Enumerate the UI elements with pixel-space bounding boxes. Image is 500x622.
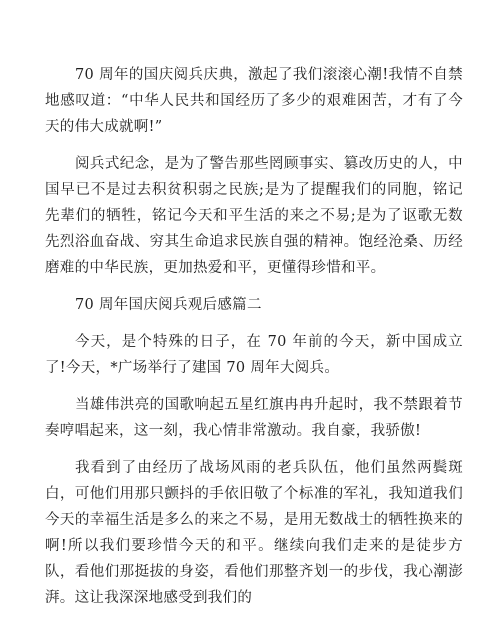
paragraph-1: 70 周年的国庆阅兵庆典，激起了我们滚滚心潮!我情不自禁地感叹道：“中华人民共和国经历了多少的艰难困苦，才有了今天的伟大成就啊!” [45, 67, 463, 135]
section-heading: 70 周年国庆阅兵观后感篇二 [75, 297, 262, 313]
paragraph-5: 我看到了由经历了战场风雨的老兵队伍，他们虽然两鬓斑白，可他们用那只颤抖的手依旧敬了个标准的军礼，我知道我们今天的幸福生活是多么的来之不易，是用无数战士的牺牲换来的啊!所以我们要珍惜今天的和平。继续向我们走来的是徒步方队，看他们那挺拔的身姿，看他们那整齐划一的步伐，我心潮澎湃。这让我深深地感受到我们的 [45, 460, 463, 606]
document-body [45, 62, 463, 622]
paragraph-3: 今天，是个特殊的日子，在 70 年前的今天，新中国成立了!今天，*广场举行了建国 70 周年大阅兵。 [45, 334, 463, 376]
paragraph-2: 阅兵式纪念，是为了警告那些罔顾事实、篡改历史的人，中国早已不是过去积贫积弱之民族;是为了提醒我们的同胞，铭记先辈们的牺牲，铭记今天和平生活的来之不易;是为了讴歌无数先烈浴血奋战、穷其生命追求民族自强的精神。饱经沧桑、历经磨难的中华民族，更加热爱和平，更懂得珍惜和平。 [45, 156, 463, 276]
paragraph-4: 当雄伟洪亮的国歌响起五星红旗冉冉升起时，我不禁跟着节奏哼唱起来，这一刻，我心情非常激动。我自豪，我骄傲! [45, 397, 463, 439]
